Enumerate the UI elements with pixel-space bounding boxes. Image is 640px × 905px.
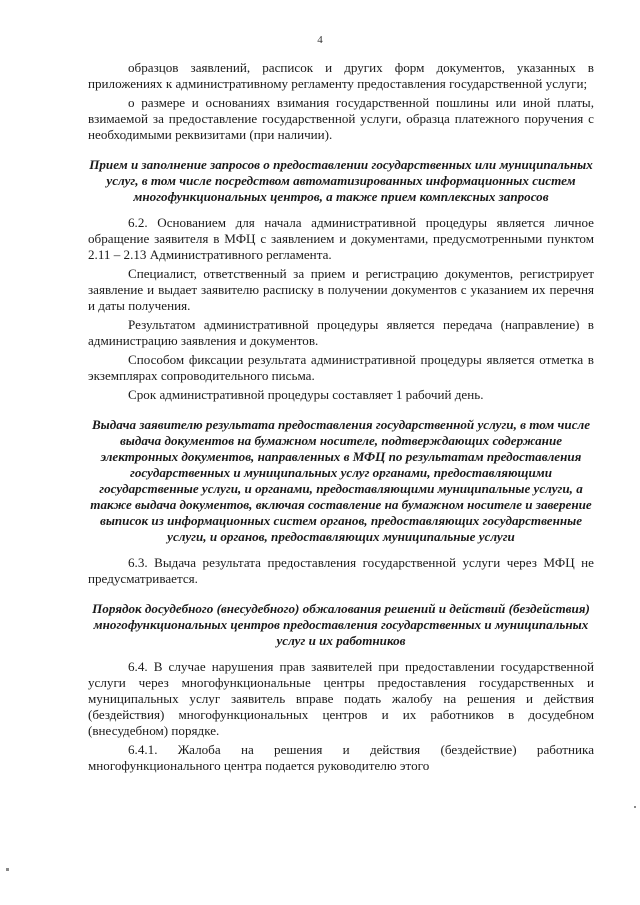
paragraph-specialist: Специалист, ответственный за прием и регистрацию документов, регистрирует заявление и выдает заявителю расписку в получении документов с указанием их перечня и даты получения. [88,266,594,313]
intro-paragraph-1: образцов заявлений, расписок и других форм документов, указанных в приложениях к административному регламенту предоставления государственной услуги; [88,60,594,91]
paragraph-6-4: 6.4. В случае нарушения прав заявителей при предоставлении государственной услуги через многофункциональные центры предоставления государственных и муниципальных услуг заявитель вправе подать жалобу на решения и действия (бездействия) многофункциональных центров и их работников в досудебном (внесудебном) порядке. [88,659,594,738]
paragraph-6-2: 6.2. Основанием для начала административной процедуры является личное обращение заявителя в МФЦ с заявлением и документами, предусмотренными пунктом 2.11 – 2.13 Административного регламента. [88,215,594,262]
paragraph-term: Срок административной процедуры составляет 1 рабочий день. [128,387,484,402]
paragraph-6-3: 6.3. Выдача результата предоставления государственной услуги через МФЦ не предусматривается. [88,555,594,586]
section-heading-issuance: Выдача заявителю результата предоставления государственной услуги, в том числе выдача документов на бумажном носителе, подтверждающих содержание электронных документов, направленных в МФЦ по результатам предоставления государственных и муниципальных услуг органами, предоставляющими государственные услуги, и органами, предоставляющими муниципальные услуги, а также выдача документов, включая составление на бумажном носителе и заверение выписок из информационных систем органов, предоставляющих государственные услуги, и органов, предоставляющих муниципальные услуги [90,417,592,544]
intro-paragraph-2: о размере и основаниях взимания государственной пошлины или иной платы, взимаемой за предоставление государственной услуги, образца платежного поручения с необходимыми реквизитами (при наличии). [88,95,594,142]
paragraph-6-4-1: 6.4.1. Жалоба на решения и действия (бездействие) работника многофункционального центра подается руководителю этого [88,742,594,773]
section-heading-reception: Прием и заполнение запросов о предоставлении государственных или муниципальных услуг, в том числе посредством автоматизированных информационных систем многофункциональных центров, а также прием комплексных запросов [89,157,593,204]
scan-mark-dot [634,806,636,808]
paragraph-result: Результатом административной процедуры является передача (направление) в администрацию заявления и документов. [88,317,594,348]
document-body [88,60,594,774]
section-heading-appeal: Порядок досудебного (внесудебного) обжалования решений и действий (бездействия) многофункциональных центров предоставления государственных и муниципальных услуг и их работников [92,601,590,648]
page-number: 4 [317,34,323,46]
scan-mark-dot [6,868,9,871]
paragraph-fixation: Способом фиксации результата административной процедуры является отметка в экземплярах сопроводительного письма. [88,352,594,383]
